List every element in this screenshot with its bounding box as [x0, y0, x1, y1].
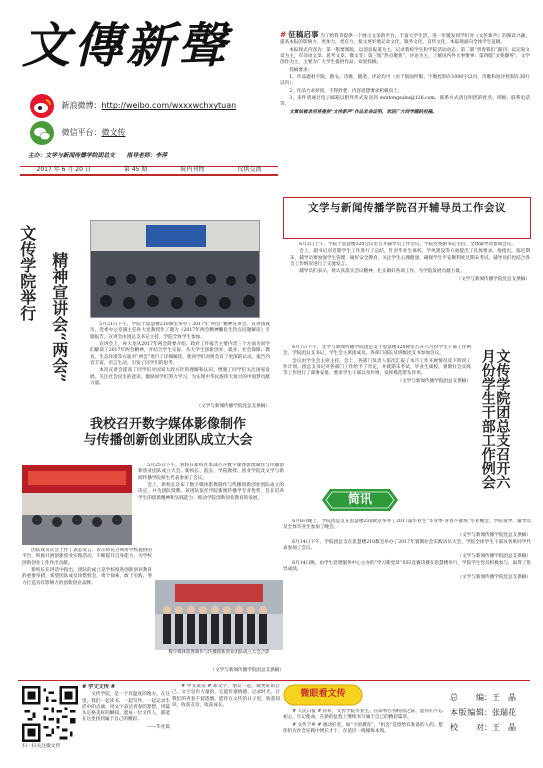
notice-p5: 3、来件请通过电子邮箱以附件形式发送到 zwxtongsubu@126.com，联系方式请注明您的姓名、班级、联系电话等。	[280, 95, 530, 108]
issue-note: 仅供交流	[237, 166, 262, 174]
staff-row: 本版编辑 ： 张瑞花	[450, 705, 534, 720]
team-article-right	[138, 463, 284, 573]
team-photo	[22, 465, 132, 545]
hash-icon: #	[280, 30, 287, 39]
staff-name: 张瑞花	[492, 708, 516, 718]
mid-p1: 6月7日下午，文学与新闻传播学院团总支于思慧楼320教室召开六月份学生干部工作例会，学院团总支书记、学生会主席团成员、各部门部长及班级团支书参加会议。	[283, 345, 471, 357]
notice-title: 征稿启事	[288, 30, 319, 39]
counselor-meeting-article	[290, 242, 530, 344]
mid-p2: 会议由学生会主席主持。会上，各部门负责人依次汇报了本月工作开展情况及下阶段工作计划。团总支书记对各部门工作给予了肯定，并就期末考试、毕业生离校、暑期社会实践等工作进行了部署安排，要求学生干部以身作则，发挥模范带头作用。	[283, 358, 471, 377]
band-p3: 辅导员们表示，将认真落实会议精神，扎实做好各项工作，为学院发展贡献力量。	[299, 269, 465, 275]
wechat-row	[30, 121, 270, 147]
col3-p2: # 文传下乡 # 感动好奇，如“小的教育”，“机会”是留给有准备的人的。愿你们在社会实践中增长才干，在基层一线锤炼本领。	[283, 722, 443, 734]
brief-s2: （文学与新闻传播学院团总支供稿）	[457, 553, 531, 559]
team-photo-caption: 数字媒体影像制作与传播创新创业团队成立大会合影	[168, 650, 270, 655]
wechat-label: 微信平台：	[61, 128, 102, 138]
team-p4: 新校长在讲话中指出，团队的成立是学校推进创新创业教育的重要举措，希望团队成员珍惜机会，勇于探索，敢于实践，努力打造具有影响力的创新创业品牌。	[22, 567, 152, 586]
col3-p1: # 人民日报 # 你好，文传学院毕业生。在即将告别校园之际，愿你们不忘初心，牢记使命，在新的征程上继续书写属于自己的精彩篇章。	[283, 709, 443, 721]
bottom-divider	[18, 680, 530, 681]
staff-name: 王 晶	[492, 693, 516, 702]
staff-row: 校对 ： 王 晶	[450, 720, 534, 735]
wechat-link[interactable]: 微文传	[101, 128, 126, 138]
staff-box	[450, 690, 534, 750]
issue-bar	[20, 166, 278, 176]
spirit-article	[90, 322, 270, 404]
bottom-column-1	[82, 684, 170, 764]
spirit-p2: 宣讲会上，孙大龙从2017年两会简要介绍、政府工作报告主要内容三个方面为同学们解读了2017年两会精神，并结合学生实际，从大学生创新创业、就业、社会保障、教育、生态环境等方面对“两会”进行了详细解读，使同学们对两会有了更深的认识。报告内容丰富，语言生动，引发了同学们的思考。	[90, 341, 270, 366]
spirit-vertical-title: 文传学院举行	[17, 225, 37, 321]
mid-source: （文学与新闻传播学院团总支供稿）	[397, 378, 471, 384]
issue-number: 第 45 期	[123, 166, 148, 174]
col1-sign: ——毕业篇	[147, 724, 170, 730]
brief-badge-text: 简讯	[347, 492, 372, 506]
issue-date: 2017 年 6 月 20 日	[36, 166, 91, 174]
brief-article	[283, 519, 531, 669]
team-headline-line2: 与传播创新创业团队成立大会	[83, 432, 253, 448]
counselor-meeting-title	[283, 197, 531, 239]
wechat-icon	[30, 121, 54, 145]
issue-type: 院内刊物	[180, 166, 205, 174]
notice-p2: 投稿要求：	[289, 67, 313, 73]
team-headline-line1: 我校召开数字媒体影像制作	[89, 417, 246, 432]
editors-line: 主办：文学与新闻传播学院团总支 指导老师：李萍	[28, 153, 168, 159]
brief-p1: 6月6日晚上，学院团总支在思慧楼210教室举办了2017届毕业生“毕业季·青春不散场”毕业晚会，学院领导、辅导员及全体毕业生参加了晚会。	[283, 519, 531, 531]
team-source: （文学与新闻传播学院团总支供稿）	[210, 668, 284, 673]
col2-text: # 中文说话 # 和文字、朋友一起，做更好的自己。文字是有力量的，它能传递情感，记录时光，让我们的青春不留遗憾。愿你在文传的日子里，收获知识，收获友谊，收获成长。	[172, 684, 280, 708]
counselor-meeting-headline: 文学与新闻传播学院召开辅导员工作会议	[308, 202, 506, 214]
masthead-title	[22, 6, 270, 86]
weibo-label: 新浪微博：	[61, 101, 102, 111]
cadre-meeting-article	[283, 345, 471, 463]
spirit-p1: 5月31日下午，学院于思慧楼210教室举办了2017年“两会”精神宣讲会。宣讲团成员、党委办公室副主任孙大龙教授作了题为《2017年两会精神懒民生热点问题解读》专题报告，宣讲会由团总支书记主持，学院全体学生参加。	[90, 322, 270, 340]
notice-p1: 本报现式内容为：第一版要闻版，以消息报道为主，记录我校学生和学院活动动态；第二版“青春我们”副刊：以记叙文章为主，有诗词文章、思考文章、散文等；第三版“热点聚焦”，评论为主，了解国内外大事要事；第四版“文苑撷英”，文学创作为主，主要为广大学生提供作品，欢迎投稿。	[280, 47, 530, 66]
spirit-source: （文学与新闻传播学院党总支供稿）	[196, 404, 270, 409]
cadre-meeting-vertical-title: 文传学院团总支召开六月份学生干部工作例会	[479, 349, 511, 489]
staff-role: 总编	[450, 693, 484, 702]
brief-badge	[320, 487, 400, 513]
qr-code-icon[interactable]	[22, 686, 78, 742]
band-p2: 会上，副书记对近期学生工作进行了总结，针对毕业生离校、学风建设等方面提出了具体要求。他指出，临近期末，辅导员要加强学生管理，做好安全教育，关注学生心理健康，确保学生平安顺利度过期末考试。辅导员们也结合各自工作情况进行了交流发言。	[290, 249, 530, 267]
call-for-papers	[280, 30, 530, 170]
team-p3: 团队成员在会上作了表态发言，表示将充分利用学校提供的平台，积极开展创新创业实践活动，不断提升自身能力，为学校创新创业工作作出贡献。	[22, 548, 152, 566]
team-article-left	[22, 548, 152, 668]
staff-role: 本版编辑	[450, 708, 484, 718]
notice-footer: 文章如被录用将提供“文传新声”作品发表证明，欢迎广大同学踊跃投稿。	[289, 109, 437, 115]
spirit-photo	[90, 220, 260, 318]
staff-name: 王 晶	[492, 723, 516, 733]
spirit-vertical-title-2: 精神宣讲会“两会”	[49, 252, 69, 383]
notice-intro: 为了给我刊提供一个展示文采的平台，丰富大学生活，进一步激发同学们对《文传新声》的阅读兴趣，提高本报的影响力，更加力，更有力，使文更好地记录文化、服务文化、宣传文化，本报现面向全体学生征稿。	[280, 34, 530, 46]
brief-s1: （文学与新闻传播学院党总支供稿）	[457, 532, 531, 538]
notice-p3: 1、作品题材不限，散文、诗歌、随笔、评论均可（由于版面所限，字数控制在1000字以内，诗歌和短评控制在30行以内）；	[280, 74, 530, 87]
bottom-column-3	[283, 709, 443, 765]
col1-head: # 学文文传 #	[82, 684, 116, 690]
spirit-p3: 本次宣讲会提高了同学们对国家大政方针的理解和认识，增强了同学们关注国家发展、关注社会民生的意识，激励同学们努力学习，为实现中华民族伟大复兴的中国梦贡献力量。	[90, 368, 270, 386]
team-p2: 会上，新校长宣布了数字媒体影像制作与传播创新创业团队成立的决定，并为团队授牌。该团队依托学院新闻传播学专业优势，旨在培养学生的创新精神和实践能力，推动学院创新创业教育的发展。	[138, 482, 284, 501]
col1-text: 文传学院，是一个有温度的地方。在这里，我们一起读书，一起写作，一起记录生活中的点滴，用文字表达青春的梦想，用镜头定格美好的瞬间。愿每一位文传人，都能在这里找到属于自己的精彩。	[82, 692, 170, 723]
staff-role: 校对	[450, 723, 484, 733]
brief-p3: 6月14日晚，由学生党建服务中心主办的“学习新党章”知识竞赛决赛在思慧楼举行，学院学生党员积极参与，取得了优异成绩。	[283, 560, 531, 573]
weibo-row	[30, 94, 270, 120]
band-p1: 6月2日上午，学院于思慧楼320会议室召开辅导员工作会议，学院党委副书记主持，全体辅导员参加会议。	[299, 242, 516, 247]
staff-row: 总编 ： 王 晶	[450, 690, 534, 705]
drama-badge	[283, 684, 363, 706]
masthead-title-text: 文傳新聲	[22, 18, 231, 74]
brief-s3: （文学与新闻传播学院党总支供稿）	[457, 574, 531, 580]
team-headline	[56, 417, 280, 448]
weibo-link[interactable]: http://weibo.com/wxxxwchxytuan	[101, 101, 237, 111]
team-p1: 5月25日下午，我校在新校区本部召开数字媒体影像制作与传播创新创业团队成立大会。新校长、院长、学院教授、创业学院及文学与新闻传播学院师生代表参加了会议。	[138, 463, 284, 481]
drama-badge-text: 微眼看文传	[300, 689, 346, 699]
weibo-icon	[30, 94, 54, 118]
band-source: （文学与新闻传播学院党总支供稿）	[456, 276, 530, 282]
qr-caption: 扫一扫关注微文传	[22, 744, 61, 749]
brief-p2: 6月14日下午，学院团总支在思慧楼210教室举办了2017年暑期社会实践动员大会，学院全体学生干部及各班同学代表参加了会议。	[283, 539, 531, 552]
bottom-column-2	[172, 684, 280, 764]
notice-p4: 2、作品力求原创，不得抄袭，内容思想要求积极向上；	[289, 88, 403, 94]
team-group-photo	[155, 580, 283, 650]
